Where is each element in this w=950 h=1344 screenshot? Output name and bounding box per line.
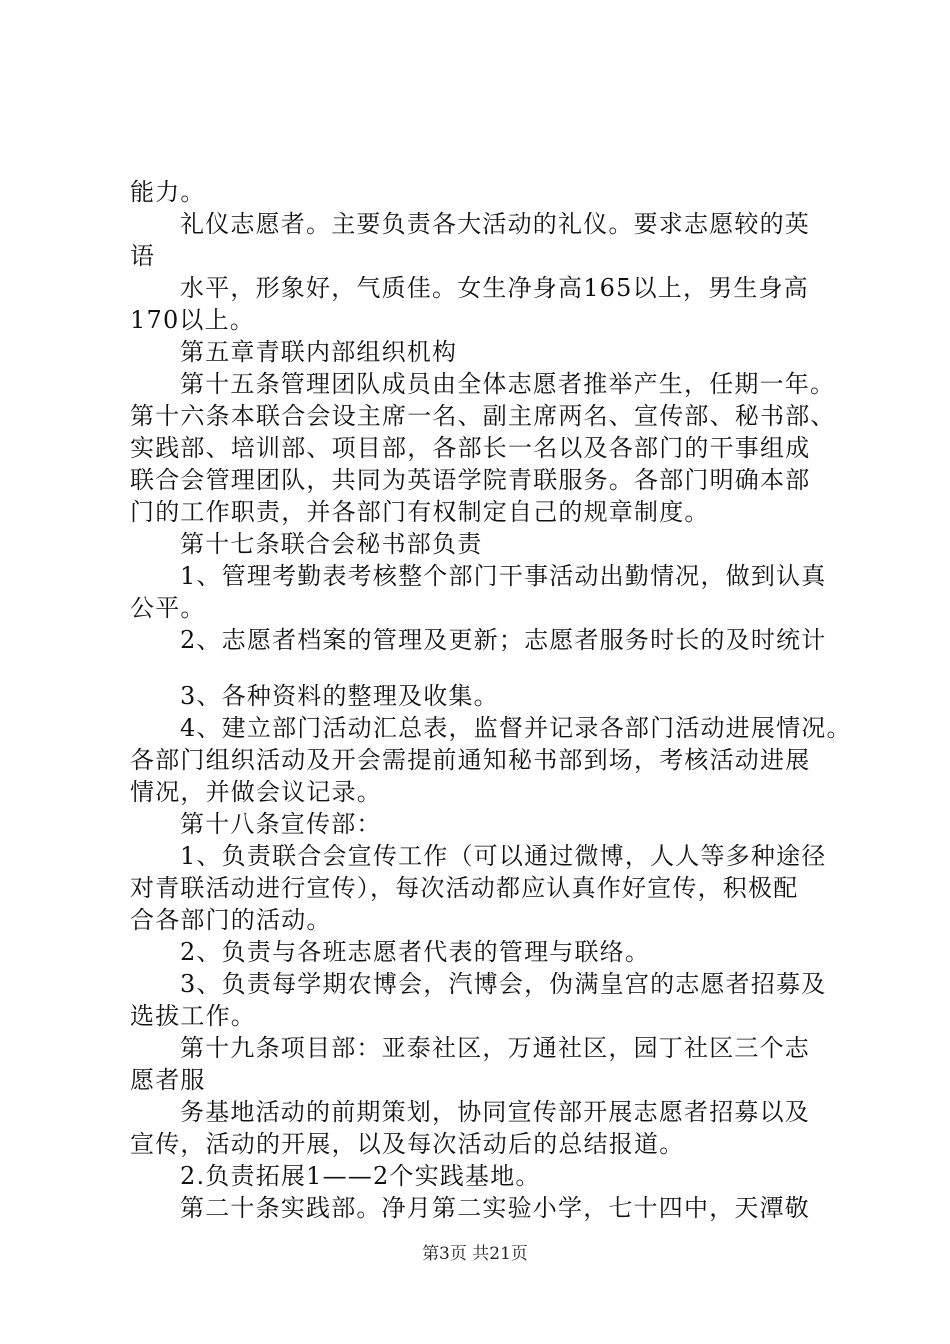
text-line: 170以上。 [130, 306, 256, 334]
text-line: 第十五条管理团队成员由全体志愿者推举产生，任期一年。 [180, 370, 836, 398]
section-heading: 第五章青联内部组织机构 [180, 338, 458, 366]
text-line: 选拔工作。 [130, 1002, 256, 1030]
text-line: 公平。 [130, 594, 206, 622]
text-line: 2、负责与各班志愿者代表的管理与联络。 [180, 938, 651, 966]
text-line: 第十九条项目部：亚泰社区，万通社区，园丁社区三个志 [180, 1034, 810, 1062]
text-line: 实践部、培训部、项目部，各部长一名以及各部门的干事组成 [130, 434, 811, 462]
text-line: 水平，形象好，气质佳。女生净身高165以上，男生身高 [180, 274, 810, 302]
text-line: 2、志愿者档案的管理及更新；志愿者服务时长的及时统计 [180, 626, 827, 654]
text-line: 愿者服 [130, 1066, 206, 1094]
text-line: 1、负责联合会宣传工作（可以通过微博，人人等多种途径 [180, 842, 827, 870]
text-line: 第十八条宣传部： [180, 810, 382, 838]
text-line: 能力。 [130, 178, 206, 206]
text-line: 2.负责拓展1——2个实践基地。 [180, 1162, 541, 1190]
text-line: 合各部门的活动。 [130, 906, 332, 934]
text-line: 第十六条本联合会设主席一名、副主席两名、宣传部、秘书部、 [130, 402, 836, 430]
text-line: 务基地活动的前期策划，协同宣传部开展志愿者招募以及 [180, 1098, 810, 1126]
text-line: 礼仪志愿者。主要负责各大活动的礼仪。要求志愿较的英 [180, 210, 810, 238]
text-line: 第十七条联合会秘书部负责 [180, 530, 483, 558]
text-line: 语 [130, 242, 156, 270]
text-line: 情况，并做会议记录。 [130, 778, 382, 806]
text-line: 4、建立部门活动汇总表，监督并记录各部门活动进展情况。 [180, 714, 852, 742]
text-line: 3、各种资料的整理及收集。 [180, 682, 499, 710]
text-line: 门的工作职责，并各部门有权制定自己的规章制度。 [130, 498, 710, 526]
text-line: 各部门组织活动及开会需提前通知秘书部到场，考核活动进展 [130, 746, 811, 774]
text-line: 3、负责每学期农博会，汽博会，伪满皇宫的志愿者招募及 [180, 970, 827, 998]
text-line: 第二十条实践部。净月第二实验小学，七十四中，天潭敬 [180, 1194, 810, 1222]
text-line: 对青联活动进行宣传），每次活动都应认真作好宣传，积极配 [130, 874, 799, 902]
text-line: 联合会管理团队，共同为英语学院青联服务。各部门明确本部 [130, 466, 811, 494]
text-line: 宣传，活动的开展，以及每次活动后的总结报道。 [130, 1130, 685, 1158]
text-line: 1、管理考勤表考核整个部门干事活动出勤情况，做到认真 [180, 562, 827, 590]
page-number: 第3页 共21页 [422, 1244, 528, 1264]
